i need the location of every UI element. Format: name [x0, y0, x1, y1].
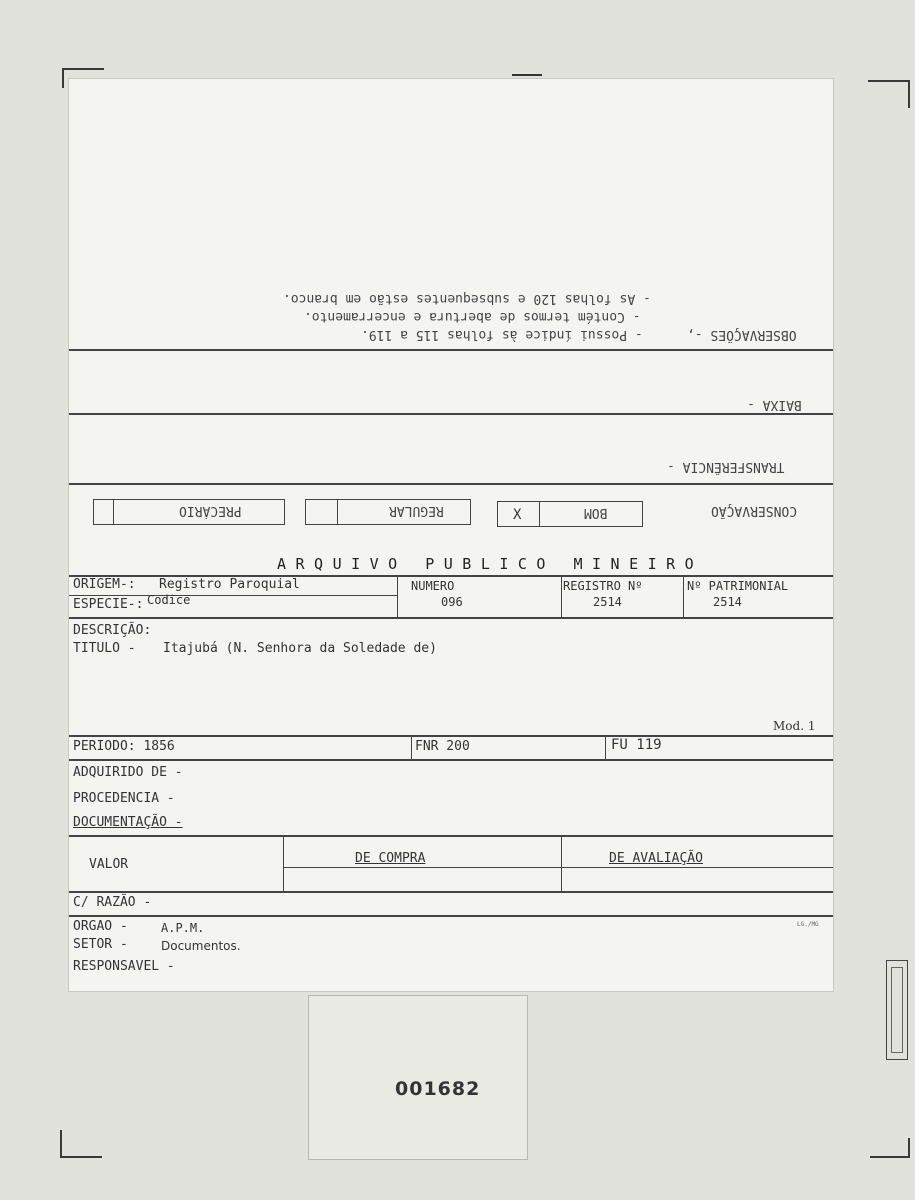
stamp-number: 001682 [395, 1078, 481, 1100]
registro-label: REGISTRO Nº [563, 579, 643, 593]
procedencia-label: PROCEDENCIA - [73, 791, 175, 806]
transferencia-label: TRANSFERÊNCIA - [667, 459, 785, 474]
registro-value: 2514 [593, 595, 622, 609]
rule-baixa [69, 413, 833, 415]
archive-banner: ARQUIVO PUBLICO MINEIRO [277, 555, 704, 573]
col-divider-fu [605, 735, 606, 759]
titulo-value: Itajubá (N. Senhora da Soledade de) [163, 641, 437, 656]
rule-documentacao [69, 835, 833, 837]
crop-mark-top-right [868, 80, 910, 108]
setor-value: Documentos. [161, 939, 241, 953]
top-edge-tick [512, 74, 542, 76]
rule-periodo [69, 759, 833, 761]
precario-label: PRECÁRIO [179, 503, 242, 518]
adquirido-label: ADQUIRIDO DE - [73, 765, 183, 780]
rule-observacoes [69, 349, 833, 351]
catalog-card [68, 78, 834, 992]
fnr-field: FNR 200 [415, 739, 470, 754]
conservacao-label: CONSERVAÇÃO [711, 503, 798, 518]
periodo-field: PERIODO: 1856 [73, 739, 175, 754]
col-divider-fnr [411, 735, 412, 759]
rule-descricao [69, 735, 833, 737]
de-avaliacao-label: DE AVALIAÇÃO [609, 851, 703, 866]
col-divider-registro [561, 575, 562, 617]
orgao-value: A.P.M. [161, 921, 205, 935]
descricao-label: DESCRIÇÃO: [73, 623, 152, 638]
rule-valor [69, 891, 833, 893]
col-divider-numero [397, 575, 398, 617]
crop-mark-bottom-left [60, 1130, 102, 1158]
rule-transferencia [69, 483, 833, 485]
rule-valor-mid [283, 867, 833, 868]
setor-label: SETOR - [73, 937, 128, 952]
bom-label: BOM [584, 505, 608, 520]
crop-mark-bottom-right [870, 1138, 910, 1158]
numero-value: 096 [441, 595, 463, 609]
regular-label: REGULAR [389, 503, 444, 518]
origem-value: Registro Paroquial [159, 577, 300, 592]
documentacao-label: DOCUMENTAÇÃO - [73, 815, 183, 830]
rule-identification [69, 617, 833, 619]
valor-label: VALOR [89, 857, 129, 872]
observacoes-line-3: - As folhas 120 e subsequentes estão em branco. [283, 291, 651, 306]
patrimonial-label: Nº PATRIMONIAL [687, 579, 789, 593]
razao-label: C/ RAZÃO - [73, 895, 152, 910]
col-divider-patrimonial [683, 575, 684, 617]
rule-razao [69, 915, 833, 917]
especie-value: Codice [147, 593, 191, 607]
de-compra-label: DE COMPRA [355, 851, 426, 866]
col-divider-avaliacao [561, 835, 562, 891]
fu-field: FU 119 [611, 737, 662, 753]
observacoes-label: OBSERVAÇÕES -, [687, 327, 797, 342]
observacoes-line-1: - Possui índice às folhas 115 a 119. [361, 327, 643, 342]
orgao-label: ORGAO - [73, 919, 128, 934]
baixa-label: BAIXA - [747, 397, 802, 412]
especie-label: ESPECIE-: [73, 597, 144, 612]
bom-check-mark: X [513, 507, 522, 523]
precario-box-divider [113, 499, 114, 525]
regular-box-divider [337, 499, 338, 525]
observacoes-line-2: - Contém termos de abertura e encerramento. [304, 309, 641, 324]
titulo-label: TITULO - [73, 641, 136, 656]
rule-origem [69, 595, 397, 596]
patrimonial-value: 2514 [713, 595, 742, 609]
numero-label: NUMERO [411, 579, 455, 593]
responsavel-label: RESPONSAVEL - [73, 959, 175, 974]
col-divider-compra [283, 835, 284, 891]
stamp-stub [308, 995, 528, 1160]
bom-box-divider [539, 501, 540, 527]
printer-imprint: LG./MG [797, 921, 819, 928]
mod-label: Mod. 1 [773, 719, 816, 733]
origem-label: ORIGEM-: [73, 577, 136, 592]
side-tab-marker [886, 960, 908, 1060]
